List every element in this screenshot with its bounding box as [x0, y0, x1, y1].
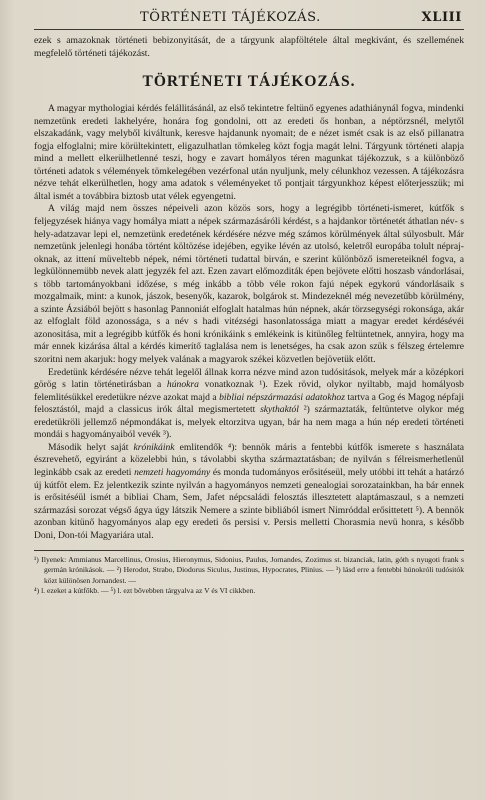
paragraph-4-text: emlitendők ⁴): bennök máris a fentebbi kútfők ismerete s használata észrevehető, egyiránt a közelebbi hún, s távolabbi skytha származtatásban; de nyilván s félreismerhetlenül leginkább csak az eredeti: [34, 441, 464, 478]
emphasis-nemzeti-hagyomany: nemzeti hagyomány: [134, 466, 211, 478]
page-number: XLIII: [421, 10, 462, 25]
paragraph-4-text: Második helyt saját: [48, 441, 134, 453]
paragraph-2: A világ majd nem összes népeiveli azon közös sors, hogy a legrégibb történeti-ismeret, kútfők s feljegyzések hiánya vagy homálya miatt a népek származásáróli kérdést, s a hajdankor történetét áthatlan név- s hely-adatzavar lepi el, nemzetünk eredetének kérdésére nézve még számos körülmények által súlyosbult. Már nemzetünk jelenlegi honába történt költözése idejében, egyike lévén az utolsó, keletről europába tolult néprajoknak, az ittení müveltebb népek, némi történeti tudattal birván, e szerint különböző ismereteiknél fogva, a legkülönnemübb nevek alatt jegyzék fel azt. Ezen zavart előmozditák épen bejövete előtti hoszasb vándorlásai, s több tartományokbani időzése, s még inkább a több véle rokon fajú népek egykorú vándorlásaik s mozgalmaik, mint: a kunok, jászok, besenyők, kazarok, bolgárok st. Mindezeknél még nevezetűbb körülmény, a szinte Ázsiából bejött s hasonlag Pannoniát elfoglalt hatalmas hún népnek, akár törzsegységi rokonsága, akár az elfoglalt föld azonossága, s a név s hadi vitézségi hasonlatossága miatt a magyar eredet kérdésévéi azonositása, mit a legrégibb kútfők és honi krónikáink s emlékeink is kitünőleg feltüntetnek, annyira, hogy ma már ennek kizárása által a kérdés kimerítő taglalása nem is lenetséges, ha csak azon szük s félszeg értelemre szoritni nem akarjuk: hogy melyek valának a magyarok székei közvetlen bejövetük előtt.: [34, 203, 464, 366]
running-header: [34, 10, 464, 25]
emphasis-hunokra: húnokra: [166, 379, 199, 391]
emphasis-bibliai: bibliai népszármazási adatokhoz: [219, 391, 345, 403]
running-title: TÖRTÉNETI TÁJÉKOZÁS.: [140, 10, 321, 25]
paragraph-3-text: tartva a Gog és Magog népfaji felosztástól, majd a classicus irók által megismertetett: [34, 391, 464, 416]
emphasis-kronikaink: krónikáink: [133, 441, 175, 453]
section-title: TÖRTÉNETI TÁJÉKOZÁS.: [142, 73, 356, 91]
paragraph-3-text: ²) származtaták, feltüntetve olykor még eredetükröli jellemző népmondákat is, melyek eltorzitva ugyan, bár ha nem maga a hún nép eredeti történeti mondái s hagyományaiból vevék ³).: [34, 404, 464, 441]
paragraph-1: A magyar mythologiai kérdés felállitásánál, az első tekintetre feltünő egyenes adathiánynál fogva, mindenki nemzetünk eredeti lakhelyére, honára fog gondolni, ott az eredeti ős honban, a néptörzsnél, melytől elszakadánk, vagy melyből kiváltunk, keresve hajdanunk nyomait; de e nézet ismét csak is az első pillanatra fogja elfoglalni; mire körültekintett, eligazulhatlan tömkeleg közt fogja magát lelni. Tárgyunk történeti alapja mind a mellett elkerülhetlenné teszi, hogy e zavart homályos téren magunkat tájékozzuk, s a különböző történeti adatok s vélemények tömkelegében vezérfonal után nyuljunk, mely célunkhoz vezessen. A tájékozásra nézve tehát elkerülhetlen, hogy ama adatok s véleményeket tő pontjait tárgyunkhoz képest előterjesszük; mi által ismét a továbbira biztosb utat vélek egyengetni.: [34, 103, 464, 202]
paragraph-continued: ezek s amazoknak történeti bebizonyitását, de a tárgyunk alapföltétele által megkivánt, és szellemének megfelelő történeti tájékozást.: [34, 35, 464, 59]
paragraph-3-text: Eredetünk kérdésére nézve tehát legelől állnak korra nézve mind azon tudósitások, melyek már a középkori görög s latin történetirásban a: [34, 366, 464, 391]
paragraph-3: [34, 367, 464, 442]
header-rule: [34, 29, 464, 30]
paragraph-4: [34, 442, 464, 542]
footnote-block-1: ¹) Ilyenek: Ammianus Marcellinus, Orosius, Hieronymus, Sidonius, Paulus, Jornandes, Zozimus st. bizanciak, latin, góth s nyugoti frank s germán krónikások. — ²) Herodot, Strabo, Diodorus Siculus, Justinus, Hypocrates, Plinius. — ³) lásd erre a fentebbi húnokróli tudósitók közt különösen Jornandest. —: [34, 555, 464, 585]
emphasis-skythaktol: skythaktól: [260, 404, 299, 416]
footnote-rule: [34, 550, 464, 551]
footnote-block-2: ⁴) l. ezeket a kútfőkb. — ⁵) l. ezt bővebben tárgyalva az V és VI cikkben.: [34, 585, 256, 595]
paragraph-4-text: és monda tudományos erősitéseül, mely utóbbi itt tehát a határzó új kútföt elem. Ez jelentkezik szinte nyilván a hagyományos nemzeti genealogiai sorozatainkban, ha bár ennek is erősitéséül ismét a bibliai Cham, Sem, Jafet népcsaládi felosztás illesztetett alaptámaszaul, s a nemzeti származási sorozat végső ágya úgy látszik Nemere a szinte bibliából ismert Nimróddal erősittetett ⁵). A bennök azonban kitünő hagyományos alap egy eredeti ős persisi v. Persis melletti Chorasmia nevü honra, s később Doni, Don-tói Magyariára utal.: [34, 466, 464, 541]
paragraph-3-text: vonatkoznak ¹). Ezek rövid, olykor nyiltabb, majd homályosb felemlitésükkel eredetükre nézve azokat majd a: [34, 379, 464, 403]
